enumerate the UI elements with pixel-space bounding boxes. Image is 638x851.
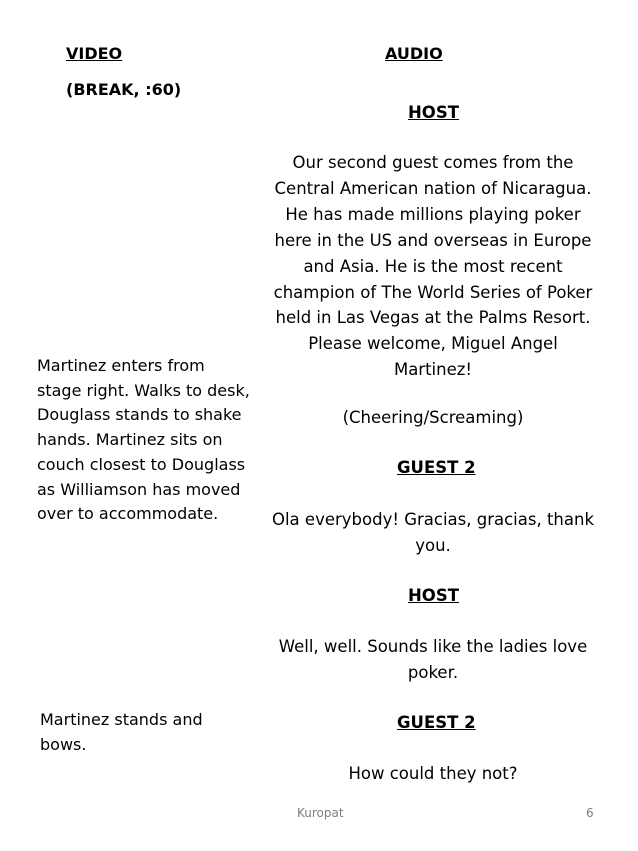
direction-line: bows.: [40, 734, 87, 754]
direction-line: couch closest to Douglass: [37, 454, 246, 474]
guest-dialogue-2: [262, 761, 604, 787]
direction-line: over to accommodate.: [37, 504, 219, 524]
speaker-host-2: HOST: [408, 586, 459, 605]
speaker-guest-2-1: GUEST 2: [397, 458, 476, 477]
page-number: 6: [586, 806, 594, 820]
dialogue-line: held in Las Vegas at the Palms Resort.: [275, 308, 591, 328]
dialogue-line: Martinez!: [393, 360, 473, 380]
guest-dialogue-1: [262, 507, 604, 559]
host-dialogue-2: [262, 634, 604, 686]
break-cue: (BREAK, :60): [66, 80, 182, 99]
direction-line: as Williamson has moved: [37, 479, 241, 499]
dialogue-line: Central American nation of Nicaragua.: [274, 178, 592, 198]
dialogue-line: you.: [415, 535, 451, 555]
dialogue-line: Ola everybody! Gracias, gracias, thank: [271, 510, 595, 529]
dialogue-line: Our second guest comes from the: [292, 153, 574, 172]
direction-line: Martinez stands and: [40, 710, 203, 729]
host-dialogue-1: [262, 150, 604, 383]
footer-author: Kuropat: [297, 806, 344, 820]
dialogue-line: Please welcome, Miguel Angel: [308, 334, 558, 354]
sound-cue: [262, 405, 604, 431]
video-direction-1: [37, 354, 267, 527]
speaker-guest-2-2: GUEST 2: [397, 713, 476, 732]
video-direction-2: [40, 708, 260, 757]
dialogue-line: here in the US and overseas in Europe: [274, 230, 592, 250]
audio-column-header: AUDIO: [385, 44, 443, 63]
video-column-header: VIDEO: [66, 44, 123, 63]
cue-line: (Cheering/Screaming): [342, 408, 524, 427]
direction-line: hands. Martinez sits on: [37, 430, 223, 450]
direction-line: stage right. Walks to desk,: [37, 380, 250, 400]
speaker-host-1: HOST: [408, 103, 459, 122]
dialogue-line: Well, well. Sounds like the ladies love: [278, 637, 588, 656]
direction-line: Martinez enters from: [37, 356, 205, 375]
dialogue-line: How could they not?: [348, 764, 518, 783]
dialogue-line: champion of The World Series of Poker: [273, 282, 593, 302]
direction-line: Douglass stands to shake: [37, 405, 242, 425]
dialogue-line: poker.: [407, 662, 459, 682]
dialogue-line: and Asia. He is the most recent: [303, 256, 563, 276]
dialogue-line: He has made millions playing poker: [285, 204, 581, 224]
